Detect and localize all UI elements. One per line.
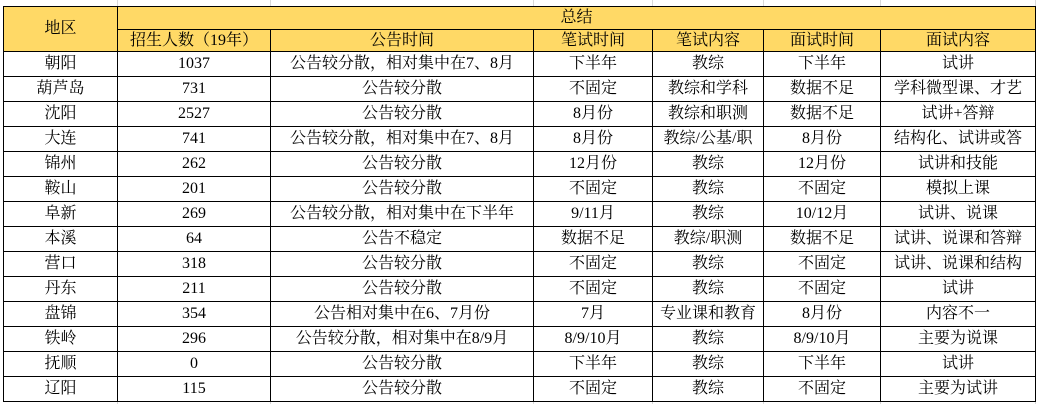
cell-region[interactable]: 抚顺 bbox=[4, 352, 118, 377]
table-row bbox=[4, 252, 1036, 277]
cell-enrollment[interactable]: 201 bbox=[118, 177, 271, 202]
column-header-announce-time[interactable]: 公告时间 bbox=[271, 30, 534, 52]
cell-announce-time[interactable]: 公告较分散，相对集中在7、8月 bbox=[271, 52, 534, 77]
table-row bbox=[4, 377, 1036, 402]
cell-written-time[interactable]: 8/9/10月 bbox=[534, 327, 653, 352]
cell-written-content[interactable]: 教综 bbox=[653, 202, 764, 227]
cell-written-content[interactable]: 专业课和教育 bbox=[653, 302, 764, 327]
cell-interview-time[interactable]: 不固定 bbox=[764, 377, 881, 402]
cell-announce-time[interactable]: 公告较分散 bbox=[271, 377, 534, 402]
cell-announce-time[interactable]: 公告较分散 bbox=[271, 152, 534, 177]
cell-announce-time[interactable]: 公告较分散 bbox=[271, 252, 534, 277]
column-header-interview-content[interactable]: 面试内容 bbox=[881, 30, 1036, 52]
cell-interview-content[interactable]: 主要为说课 bbox=[881, 327, 1036, 352]
table-row bbox=[4, 327, 1036, 352]
cell-interview-time[interactable]: 下半年 bbox=[764, 52, 881, 77]
table-row bbox=[4, 177, 1036, 202]
cell-interview-time[interactable]: 8/9/10月 bbox=[764, 327, 881, 352]
gridline-tick bbox=[880, 402, 881, 404]
spreadsheet-gridlines-bottom bbox=[3, 402, 1035, 404]
cell-interview-time[interactable]: 不固定 bbox=[764, 277, 881, 302]
cell-region[interactable]: 本溪 bbox=[4, 227, 118, 252]
table-row bbox=[4, 77, 1036, 102]
gridline-tick bbox=[1035, 402, 1036, 404]
gridline-tick bbox=[533, 0, 534, 6]
table-row bbox=[4, 202, 1036, 227]
cell-announce-time[interactable]: 公告较分散 bbox=[271, 102, 534, 127]
cell-announce-time[interactable]: 公告较分散 bbox=[271, 277, 534, 302]
cell-announce-time[interactable]: 公告较分散，相对集中在8/9月 bbox=[271, 327, 534, 352]
cell-enrollment[interactable]: 262 bbox=[118, 152, 271, 177]
cell-enrollment[interactable]: 354 bbox=[118, 302, 271, 327]
table-header bbox=[4, 7, 1036, 52]
cell-enrollment[interactable]: 211 bbox=[118, 277, 271, 302]
cell-region[interactable]: 锦州 bbox=[4, 152, 118, 177]
cell-written-content[interactable]: 教综 bbox=[653, 327, 764, 352]
cell-enrollment[interactable]: 115 bbox=[118, 377, 271, 402]
gridline-tick bbox=[763, 0, 764, 6]
cell-written-content[interactable]: 教综 bbox=[653, 177, 764, 202]
cell-enrollment[interactable]: 318 bbox=[118, 252, 271, 277]
cell-enrollment[interactable]: 296 bbox=[118, 327, 271, 352]
table-row bbox=[4, 352, 1036, 377]
cell-enrollment[interactable]: 1037 bbox=[118, 52, 271, 77]
column-header-written-content[interactable]: 笔试内容 bbox=[653, 30, 764, 52]
cell-written-time[interactable]: 8月份 bbox=[534, 102, 653, 127]
cell-region[interactable]: 铁岭 bbox=[4, 327, 118, 352]
cell-interview-time[interactable]: 下半年 bbox=[764, 352, 881, 377]
table-row bbox=[4, 152, 1036, 177]
cell-written-time[interactable]: 不固定 bbox=[534, 277, 653, 302]
cell-interview-time[interactable]: 12月份 bbox=[764, 152, 881, 177]
cell-written-content[interactable]: 教综 bbox=[653, 52, 764, 77]
cell-interview-time[interactable]: 数据不足 bbox=[764, 227, 881, 252]
cell-announce-time[interactable]: 公告较分散 bbox=[271, 352, 534, 377]
cell-interview-time[interactable]: 8月份 bbox=[764, 302, 881, 327]
table-row bbox=[4, 102, 1036, 127]
gridline-tick bbox=[763, 402, 764, 404]
gridline-tick bbox=[117, 0, 118, 6]
cell-region[interactable]: 沈阳 bbox=[4, 102, 118, 127]
cell-region[interactable]: 盘锦 bbox=[4, 302, 118, 327]
cell-written-time[interactable]: 不固定 bbox=[534, 377, 653, 402]
cell-interview-content[interactable]: 学科微型课、才艺 bbox=[881, 77, 1036, 102]
cell-interview-time[interactable]: 不固定 bbox=[764, 177, 881, 202]
cell-region[interactable]: 丹东 bbox=[4, 277, 118, 302]
cell-interview-time[interactable]: 不固定 bbox=[764, 252, 881, 277]
cell-interview-content[interactable]: 内容不一 bbox=[881, 302, 1036, 327]
cell-written-content[interactable]: 教综 bbox=[653, 252, 764, 277]
cell-enrollment[interactable]: 269 bbox=[118, 202, 271, 227]
cell-region[interactable]: 朝阳 bbox=[4, 52, 118, 77]
cell-interview-content[interactable]: 试讲、说课和结构 bbox=[881, 252, 1036, 277]
gridline-tick bbox=[880, 0, 881, 6]
table-row bbox=[4, 227, 1036, 252]
cell-interview-content[interactable]: 模拟上课 bbox=[881, 177, 1036, 202]
cell-written-content[interactable]: 教综和学科 bbox=[653, 77, 764, 102]
cell-interview-content[interactable]: 主要为试讲 bbox=[881, 377, 1036, 402]
spreadsheet-gridlines-top bbox=[3, 0, 1035, 6]
cell-written-time[interactable]: 9/11月 bbox=[534, 202, 653, 227]
cell-interview-content[interactable]: 试讲 bbox=[881, 352, 1036, 377]
cell-enrollment[interactable]: 64 bbox=[118, 227, 271, 252]
cell-written-content[interactable]: 教综 bbox=[653, 277, 764, 302]
cell-enrollment[interactable]: 0 bbox=[118, 352, 271, 377]
cell-enrollment[interactable]: 731 bbox=[118, 77, 271, 102]
cell-written-time[interactable]: 不固定 bbox=[534, 77, 653, 102]
gridline-tick bbox=[533, 402, 534, 404]
cell-interview-time[interactable]: 数据不足 bbox=[764, 77, 881, 102]
cell-interview-content[interactable]: 试讲、说课 bbox=[881, 202, 1036, 227]
cell-written-time[interactable]: 12月份 bbox=[534, 152, 653, 177]
cell-announce-time[interactable]: 公告较分散，相对集中在7、8月 bbox=[271, 127, 534, 152]
gridline-tick bbox=[270, 402, 271, 404]
summary-table bbox=[3, 6, 1036, 402]
cell-interview-content[interactable]: 结构化、试讲或答 bbox=[881, 127, 1036, 152]
region-header-cell[interactable]: 地区 bbox=[4, 7, 118, 52]
gridline-tick bbox=[652, 402, 653, 404]
table-row bbox=[4, 52, 1036, 77]
column-header-enrollment[interactable]: 招生人数（19年） bbox=[118, 30, 271, 52]
cell-region[interactable]: 营口 bbox=[4, 252, 118, 277]
cell-written-time[interactable]: 7月 bbox=[534, 302, 653, 327]
cell-region[interactable]: 大连 bbox=[4, 127, 118, 152]
cell-written-time[interactable]: 不固定 bbox=[534, 252, 653, 277]
cell-announce-time[interactable]: 公告较分散，相对集中在下半年 bbox=[271, 202, 534, 227]
cell-interview-time[interactable]: 8月份 bbox=[764, 127, 881, 152]
cell-region[interactable]: 鞍山 bbox=[4, 177, 118, 202]
cell-written-time[interactable]: 下半年 bbox=[534, 52, 653, 77]
cell-region[interactable]: 葫芦岛 bbox=[4, 77, 118, 102]
cell-written-content[interactable]: 教综 bbox=[653, 352, 764, 377]
header-row-columns bbox=[4, 30, 1036, 52]
cell-interview-content[interactable]: 试讲+答辩 bbox=[881, 102, 1036, 127]
column-header-written-time[interactable]: 笔试时间 bbox=[534, 30, 653, 52]
cell-written-content[interactable]: 教综 bbox=[653, 377, 764, 402]
gridline-tick bbox=[652, 0, 653, 6]
table-row bbox=[4, 277, 1036, 302]
cell-enrollment[interactable]: 2527 bbox=[118, 102, 271, 127]
header-row-top bbox=[4, 7, 1036, 30]
cell-announce-time[interactable]: 公告较分散 bbox=[271, 177, 534, 202]
cell-written-content[interactable]: 教综 bbox=[653, 152, 764, 177]
gridline-tick bbox=[117, 402, 118, 404]
cell-region[interactable]: 辽阳 bbox=[4, 377, 118, 402]
cell-written-time[interactable]: 不固定 bbox=[534, 177, 653, 202]
cell-enrollment[interactable]: 741 bbox=[118, 127, 271, 152]
cell-announce-time[interactable]: 公告不稳定 bbox=[271, 227, 534, 252]
cell-written-time[interactable]: 下半年 bbox=[534, 352, 653, 377]
cell-interview-content[interactable]: 试讲和技能 bbox=[881, 152, 1036, 177]
cell-interview-time[interactable]: 数据不足 bbox=[764, 102, 881, 127]
cell-written-content[interactable]: 教综/职测 bbox=[653, 227, 764, 252]
cell-written-time[interactable]: 8月份 bbox=[534, 127, 653, 152]
gridline-tick bbox=[270, 0, 271, 6]
cell-region[interactable]: 阜新 bbox=[4, 202, 118, 227]
gridline-tick bbox=[1035, 0, 1036, 6]
cell-written-content[interactable]: 教综/公基/职 bbox=[653, 127, 764, 152]
cell-interview-content[interactable]: 试讲 bbox=[881, 277, 1036, 302]
column-header-interview-time[interactable]: 面试时间 bbox=[764, 30, 881, 52]
table-body bbox=[4, 52, 1036, 402]
cell-written-content[interactable]: 教综和职测 bbox=[653, 102, 764, 127]
table-row bbox=[4, 302, 1036, 327]
table-row bbox=[4, 127, 1036, 152]
cell-announce-time[interactable]: 公告相对集中在6、7月份 bbox=[271, 302, 534, 327]
cell-written-time[interactable]: 数据不足 bbox=[534, 227, 653, 252]
cell-announce-time[interactable]: 公告较分散 bbox=[271, 77, 534, 102]
summary-header-cell[interactable]: 总结 bbox=[118, 7, 1036, 30]
cell-interview-content[interactable]: 试讲 bbox=[881, 52, 1036, 77]
cell-interview-time[interactable]: 10/12月 bbox=[764, 202, 881, 227]
cell-interview-content[interactable]: 试讲、说课和答辩 bbox=[881, 227, 1036, 252]
